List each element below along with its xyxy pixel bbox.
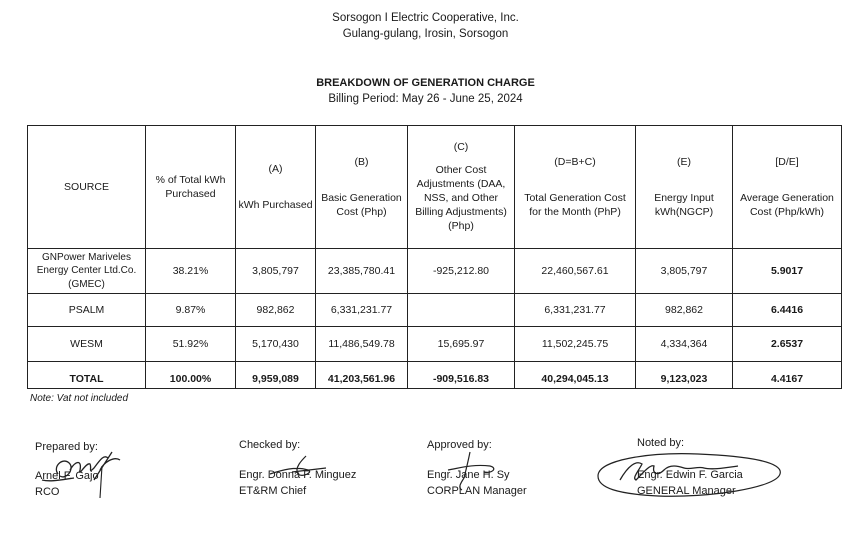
cell-total-total-cost: 40,294,045.13 [515,362,636,389]
col-header-average-cost [733,126,842,249]
col-header-total-cost [515,126,636,249]
signature-scribble-icon [440,448,510,492]
cell-kwh: 5,170,430 [236,327,316,362]
col-code: (E) [677,155,691,168]
col-label: % of Total kWh Purchased [155,173,226,200]
col-code: (C) [453,141,469,154]
cell-total-cost: 22,460,567.61 [515,249,636,294]
col-header-other-adjustments [408,126,515,249]
col-label: Total Generation Cost for the Month (PhP) [524,191,626,219]
signature-scribble-icon [262,452,342,482]
cell-energy-input: 3,805,797 [636,249,733,294]
table-header-row [28,126,842,249]
table-total-row [28,362,842,389]
cell-total-label: TOTAL [28,362,146,389]
signature-scribble-icon [588,446,788,502]
vat-note: Note: Vat not included [30,393,129,404]
cell-basic-cost: 23,385,780.41 [316,249,408,294]
table-row [28,327,842,362]
col-header-basic-cost [316,126,408,249]
cell-source: PSALM [28,294,146,327]
cell-total-cost: 11,502,245.75 [515,327,636,362]
col-header-kwh [236,126,316,249]
cell-other-adjustments: -925,212.80 [408,249,515,294]
col-label: Energy Input kWh(NGCP) [654,191,714,219]
cell-total-cost: 6,331,231.77 [515,294,636,327]
col-label: Average Generation Cost (Php/kWh) [740,191,834,219]
cell-total-percent: 100.00% [146,362,236,389]
cell-average-cost: 2.6537 [733,327,842,362]
signature-scribble-icon [30,440,130,502]
signatory-title: CORPLAN Manager [427,484,527,497]
col-label: Basic Generation Cost (Php) [321,191,402,219]
col-label: Other Cost Adjustments (DAA, NSS, and Other Billing Adjustments) (Php) [415,163,507,233]
signatory-name: Engr. Edwin F. Garcia [637,468,743,481]
col-label: SOURCE [64,180,109,193]
cell-total-basic-cost: 41,203,561.96 [316,362,408,389]
cell-energy-input: 4,334,364 [636,327,733,362]
cell-total-kwh: 9,959,089 [236,362,316,389]
col-code: (A) [268,162,283,175]
signatory-title: GENERAL Manager [637,484,736,497]
cell-average-cost: 5.9017 [733,249,842,294]
col-label: kWh Purchased [238,199,313,211]
col-code: [D/E] [775,155,799,168]
cell-other-adjustments: 15,695.97 [408,327,515,362]
cell-percent: 38.21% [146,249,236,294]
cell-total-average-cost: 4.4167 [733,362,842,389]
col-header-energy-input [636,126,733,249]
table-row [28,249,842,294]
signatory-name: Engr. Donna F. Minguez [239,468,357,481]
cell-other-adjustments [408,294,515,327]
signatory-title: RCO [35,485,60,498]
cell-kwh: 3,805,797 [236,249,316,294]
document-title: BREAKDOWN OF GENERATION CHARGE [316,77,535,89]
col-code: (D=B+C) [554,155,596,168]
signatory-label: Checked by: [239,439,301,451]
table-row [28,294,842,327]
cell-percent: 51.92% [146,327,236,362]
company-name: Sorsogon I Electric Cooperative, Inc. [332,12,519,24]
billing-period: Billing Period: May 26 - June 25, 2024 [328,93,523,105]
col-code: (B) [354,155,369,168]
cell-basic-cost: 6,331,231.77 [316,294,408,327]
cell-energy-input: 982,862 [636,294,733,327]
cell-total-energy-input: 9,123,023 [636,362,733,389]
signatory-title: ET&RM Chief [239,484,307,497]
company-address: Gulang-gulang, Irosin, Sorsogon [342,28,509,40]
signatory-name: Engr. Jane H. Sy [427,468,510,481]
cell-percent: 9.87% [146,294,236,327]
generation-charge-table [27,125,842,389]
signatory-label: Approved by: [427,439,492,451]
signatory-label: Noted by: [637,437,685,449]
cell-basic-cost: 11,486,549.78 [316,327,408,362]
col-header-percent [146,126,236,249]
signatory-label: Prepared by: [35,441,98,453]
col-header-source [28,126,146,249]
cell-kwh: 982,862 [236,294,316,327]
cell-source: WESM [28,327,146,362]
cell-source: GNPower Mariveles Energy Center Ltd.Co. (GMEC) [28,249,146,294]
signatory-name: Arnel F. Gajo [35,469,99,482]
cell-average-cost: 6.4416 [733,294,842,327]
cell-total-other-adjustments: -909,516.83 [408,362,515,389]
